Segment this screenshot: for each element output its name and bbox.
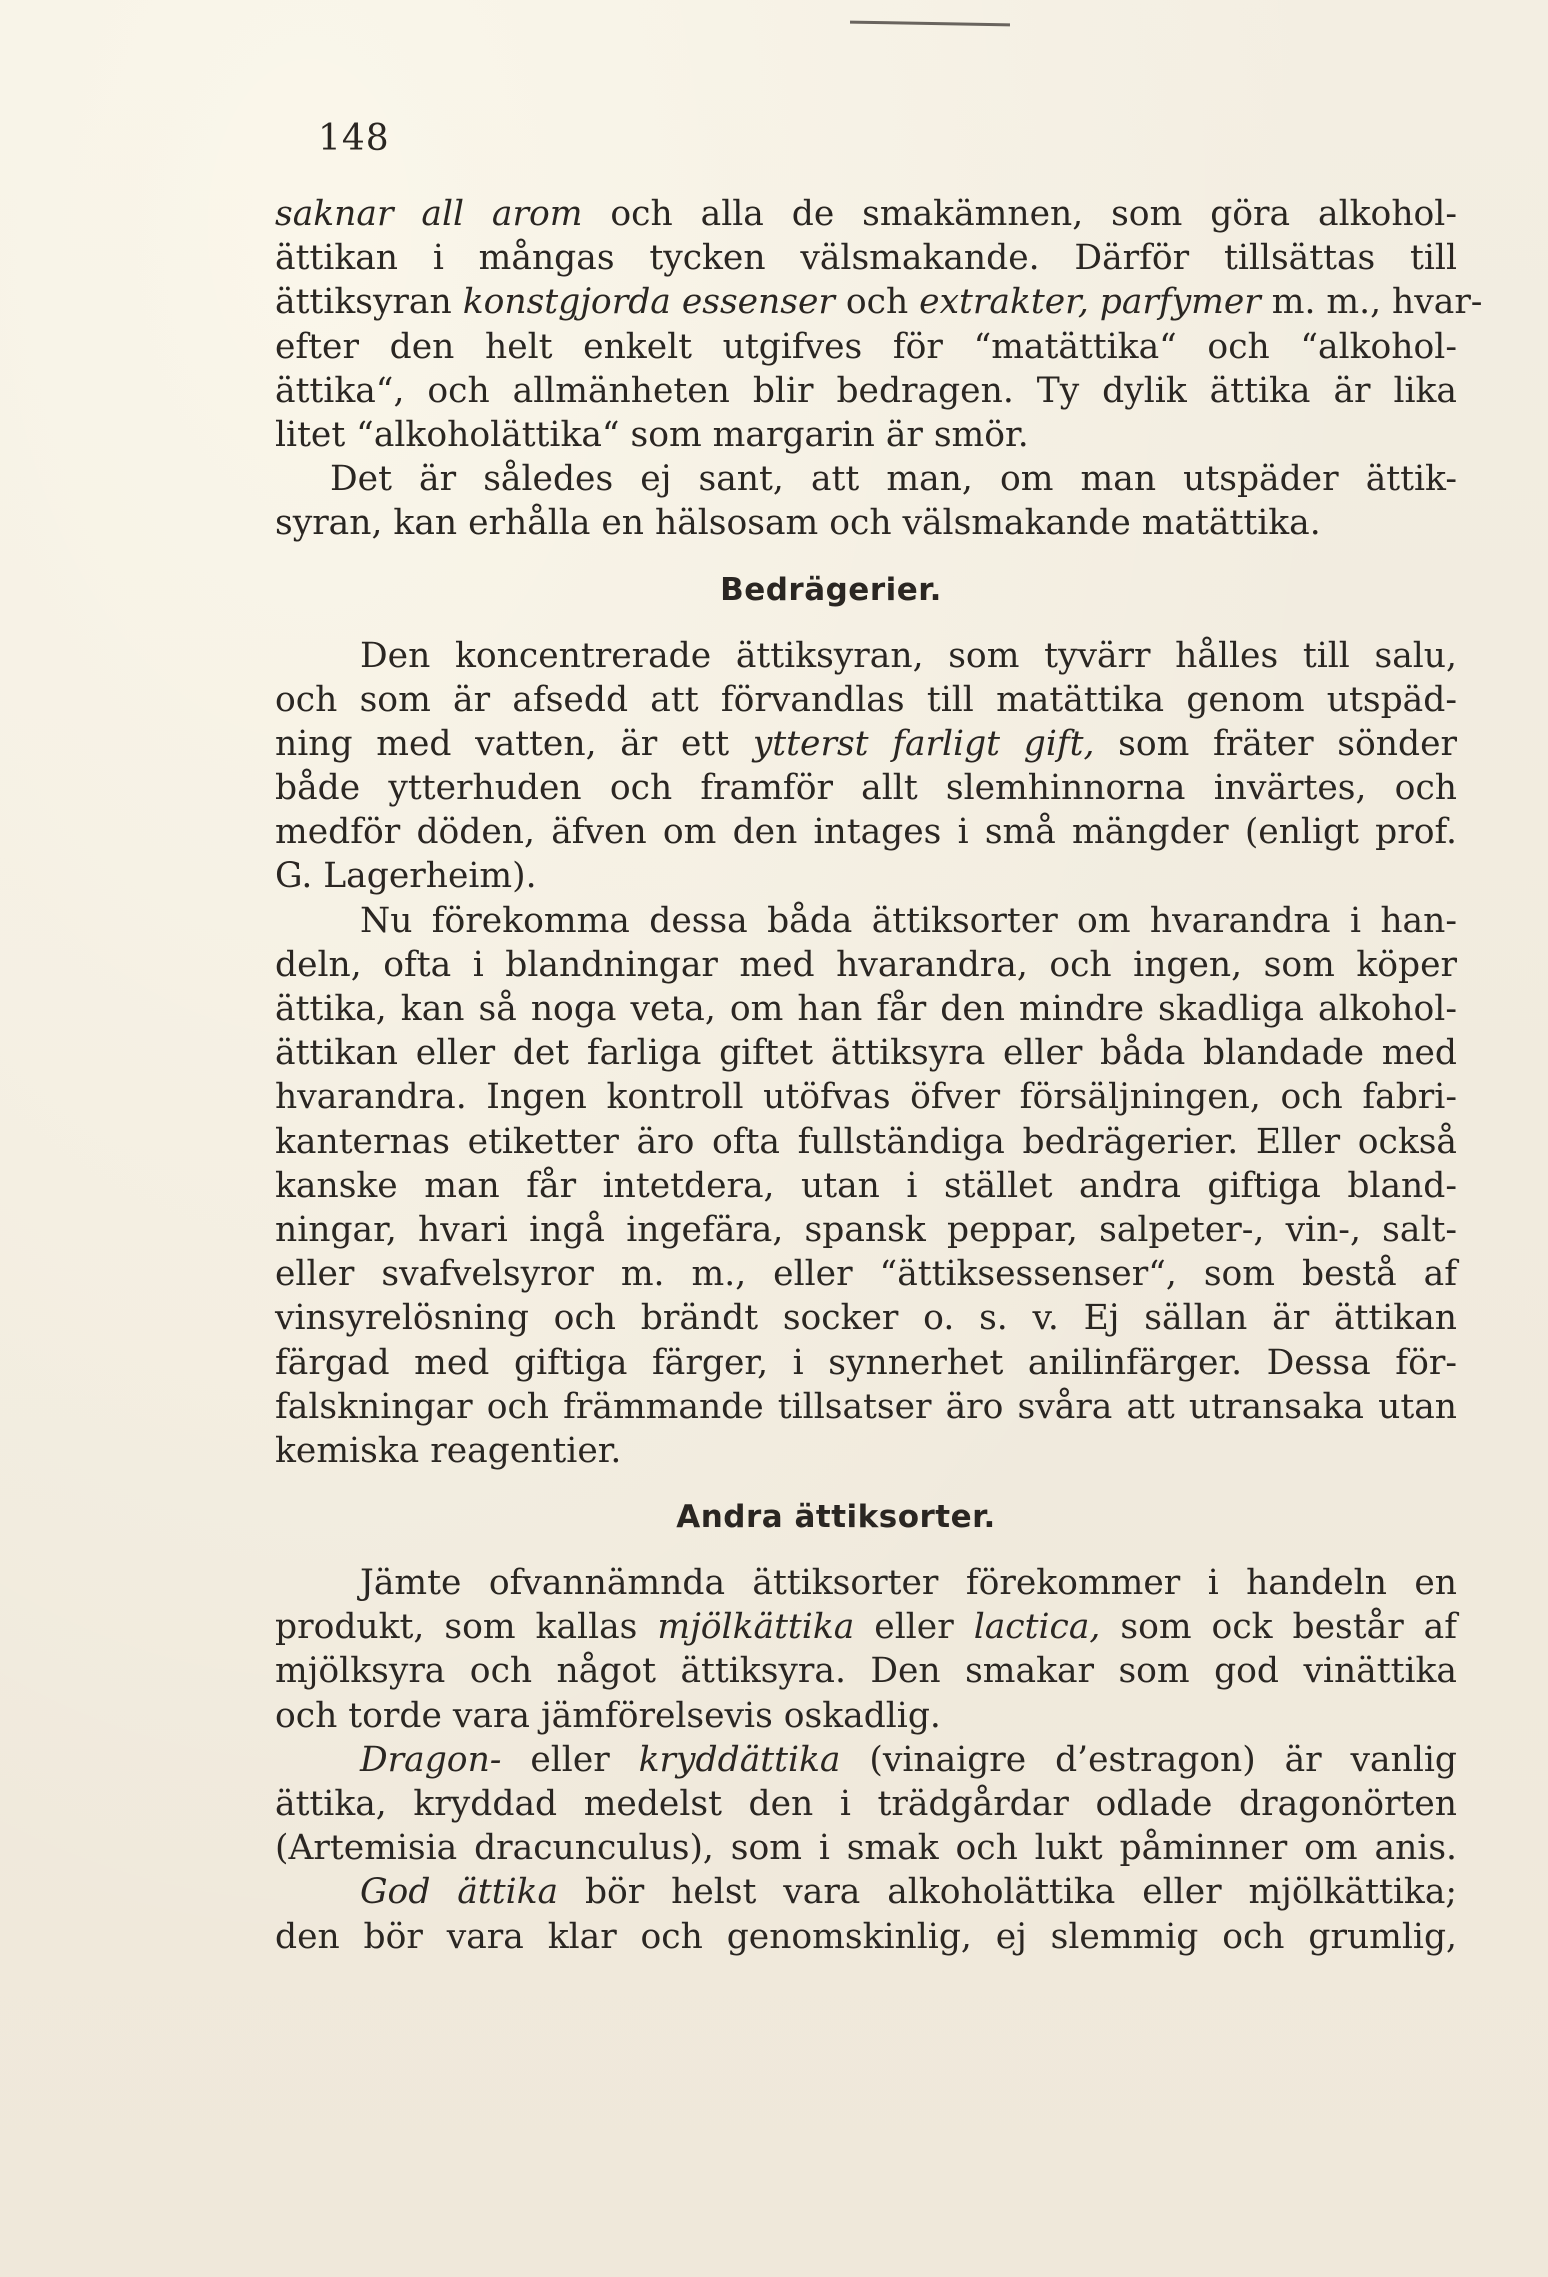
text-line: hvarandra. Ingen kontroll utöfvas öfver försäljningen, och fabri- <box>275 1077 1457 1118</box>
text-line: G. Lagerheim). <box>275 856 537 897</box>
text-line: produkt, som kallas mjölkättika eller lactica, som ock består af <box>275 1607 1458 1648</box>
text-line: litet “alkoholättika“ som margarin är smör. <box>275 414 1029 455</box>
text-line: Nu förekomma dessa båda ättiksorter om hvarandra i han- <box>360 900 1457 941</box>
section-heading-andra-attiksorter: Andra ättiksorter. <box>676 1499 996 1536</box>
text-line: ättika“, och allmänheten blir bedragen. Ty dylik ättika är lika <box>275 370 1457 411</box>
text-line: kanternas etiketter äro ofta fullständiga bedrägerier. Eller också <box>275 1121 1457 1162</box>
text-line: saknar all arom och alla de smakämnen, som göra alkohol- <box>275 194 1457 234</box>
text-line: efter den helt enkelt utgifves för “matättika“ och “alkohol- <box>275 326 1457 367</box>
text-line: deln, ofta i blandningar med hvarandra, och ingen, som köper <box>275 944 1457 985</box>
text-line: ättikan i mångas tycken välsmakande. Därför tillsättas till <box>275 238 1457 279</box>
text-line: (Artemisia dracunculus), som i smak och lukt påminner om anis. <box>275 1828 1457 1869</box>
text-line: och som är afsedd att förvandlas till matättika genom utspäd- <box>275 679 1457 720</box>
text-line: Den koncentrerade ättiksyran, som tyvärr hålles till salu, <box>360 635 1457 676</box>
text-line: och torde vara jämförelsevis oskadlig. <box>275 1695 941 1736</box>
text-line: ning med vatten, är ett ytterst farligt gift, som fräter sönder <box>275 723 1457 764</box>
text-line: Dragon- eller kryddättika (vinaigre d’estragon) är vanlig <box>360 1739 1457 1780</box>
text-line: ättika, kryddad medelst den i trädgårdar odlade dragonörten <box>275 1784 1457 1824</box>
text-line: ättika, kan så noga veta, om han får den mindre skadliga alkohol- <box>275 989 1457 1029</box>
text-line: falskningar och främmande tillsatser äro svåra att utransaka utan <box>275 1386 1457 1427</box>
page-number: 148 <box>318 118 390 159</box>
body-text <box>275 192 1483 1959</box>
text-line: vinsyrelösning och brändt socker o. s. v. Ej sällan är ättikan <box>275 1298 1457 1339</box>
text-line: färgad med giftiga färger, i synnerhet anilinfärger. Dessa för- <box>275 1342 1457 1383</box>
text-line: mjölksyra och något ättiksyra. Den smakar som god vinättika <box>275 1651 1457 1692</box>
text-line: både ytterhuden och framför allt slemhinnorna invärtes, och <box>275 768 1457 809</box>
text-line: syran, kan erhålla en hälsosam och välsmakande matättika. <box>275 503 1321 544</box>
text-line: ättikan eller det farliga giftet ättiksyra eller båda blandade med <box>275 1033 1457 1074</box>
text-line: ättiksyran konstgjorda essenser och extrakter, parfymer m. m., hvar- <box>275 282 1483 323</box>
text-line: medför döden, äfven om den intages i små mängder (enligt prof. <box>275 812 1457 853</box>
text-line: ningar, hvari ingå ingefära, spansk peppar, salpeter-, vin-, salt- <box>275 1209 1457 1250</box>
text-line: kanske man får intetdera, utan i stället andra giftiga bland- <box>275 1165 1457 1206</box>
text-line: God ättika bör helst vara alkoholättika eller mjölkättika; <box>360 1872 1458 1913</box>
section-heading-bedragerier: Bedrägerier. <box>720 571 942 608</box>
ink-mark <box>850 21 1010 27</box>
text-line: eller svafvelsyror m. m., eller “ättiksessenser“, som bestå af <box>275 1254 1457 1295</box>
text-line: den bör vara klar och genomskinlig, ej slemmig och grumlig, <box>275 1916 1457 1957</box>
text-line: kemiska reagentier. <box>275 1430 622 1471</box>
text-line: Jämte ofvannämnda ättiksorter förekommer i handeln en <box>360 1563 1457 1604</box>
text-line: Det är således ej sant, att man, om man utspäder ättik- <box>330 459 1457 500</box>
